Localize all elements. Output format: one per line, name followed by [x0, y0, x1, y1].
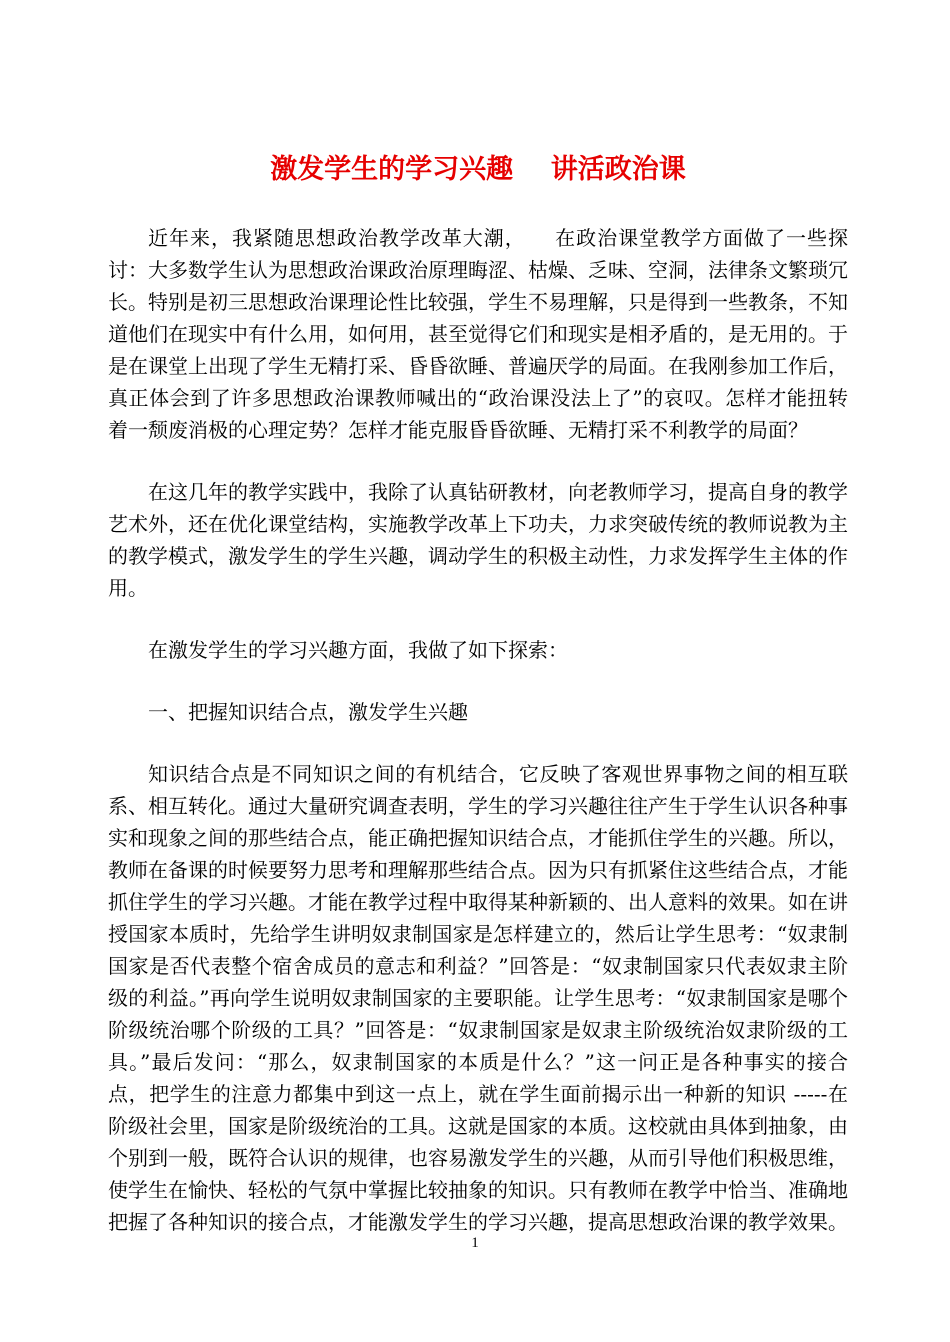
paragraph-gap [108, 666, 848, 696]
paragraph-practice: 在这几年的教学实践中，我除了认真钻研教材，向老教师学习，提高自身的教学艺术外，还在优化课堂结构，实施教学改革上下功夫，力求突破传统的教师说教为主的教学模式，激发学生的学生兴趣，调动学生的积极主动性，力求发挥学生主体的作用。 [108, 480, 848, 600]
paragraph-gap [108, 728, 848, 758]
paragraph-gap [108, 604, 848, 634]
document-body [108, 222, 848, 1238]
paragraph-intro: 近年来，我紧随思想政治教学改革大潮， 在政治课堂教学方面做了一些探讨：大多数学生认为思想政治课政治原理晦涩、枯燥、乏味、空洞，法律条文繁琐冗长。特别是初三思想政治课理论性比较强，学生不易理解，只是得到一些教条，不知道他们在现实中有什么用，如何用，甚至觉得它们和现实是相矛盾的，是无用的。于是在课堂上出现了学生无精打采、昏昏欲睡、普遍厌学的局面。在我刚参加工作后，真正体会到了许多思想政治课教师喊出的“政治课没法上了”的哀叹。怎样才能扭转着一颓废消极的心理定势？怎样才能克服昏昏欲睡、无精打采不利教学的局面？ [108, 226, 848, 442]
paragraph-gap [108, 446, 848, 476]
paragraph-exploration-intro: 在激发学生的学习兴趣方面，我做了如下探索： [148, 638, 568, 662]
paragraph-knowledge-points: 知识结合点是不同知识之间的有机结合，它反映了客观世界事物之间的相互联系、相互转化。通过大量研究调查表明，学生的学习兴趣往往产生于学生认识各种事实和现象之间的那些结合点，能正确把握知识结合点，才能抓住学生的兴趣。所以，教师在备课的时候要努力思考和理解那些结合点。因为只有抓紧住这些结合点，才能抓住学生的学习兴趣。才能在教学过程中取得某种新颖的、出人意料的效果。如在讲授国家本质时，先给学生讲明奴隶制国家是怎样建立的，然后让学生思考：“奴隶制国家是否代表整个宿舍成员的意志和利益？”回答是：“奴隶制国家只代表奴隶主阶级的利益。”再向学生说明奴隶制国家的主要职能。让学生思考：“奴隶制国家是哪个阶级统治哪个阶级的工具？”回答是：“奴隶制国家是奴隶主阶级统治奴隶阶级的工具。”最后发问：“那么，奴隶制国家的本质是什么？”这一问正是各种事实的接合点，把学生的注意力都集中到这一点上，就在学生面前揭示出一种新的知识 -----在阶级社会里，国家是阶级统治的工具。这就是国家的本质。这校就由具体到抽象，由个别到一般，既符合认识的规律，也容易激发学生的兴趣，从而引导他们积极思维，使学生在愉快、轻松的气氛中掌握比较抽象的知识。只有教师在教学中恰当、准确地把握了各种知识的接合点，才能激发学生的学习兴趣，提高思想政治课的教学效果。 [108, 762, 848, 1234]
document-title: 激发学生的学习兴趣 讲活政治课 [270, 154, 686, 185]
page-number: 1 [471, 1235, 479, 1251]
section-heading-1: 一、把握知识结合点，激发学生兴趣 [148, 700, 468, 724]
